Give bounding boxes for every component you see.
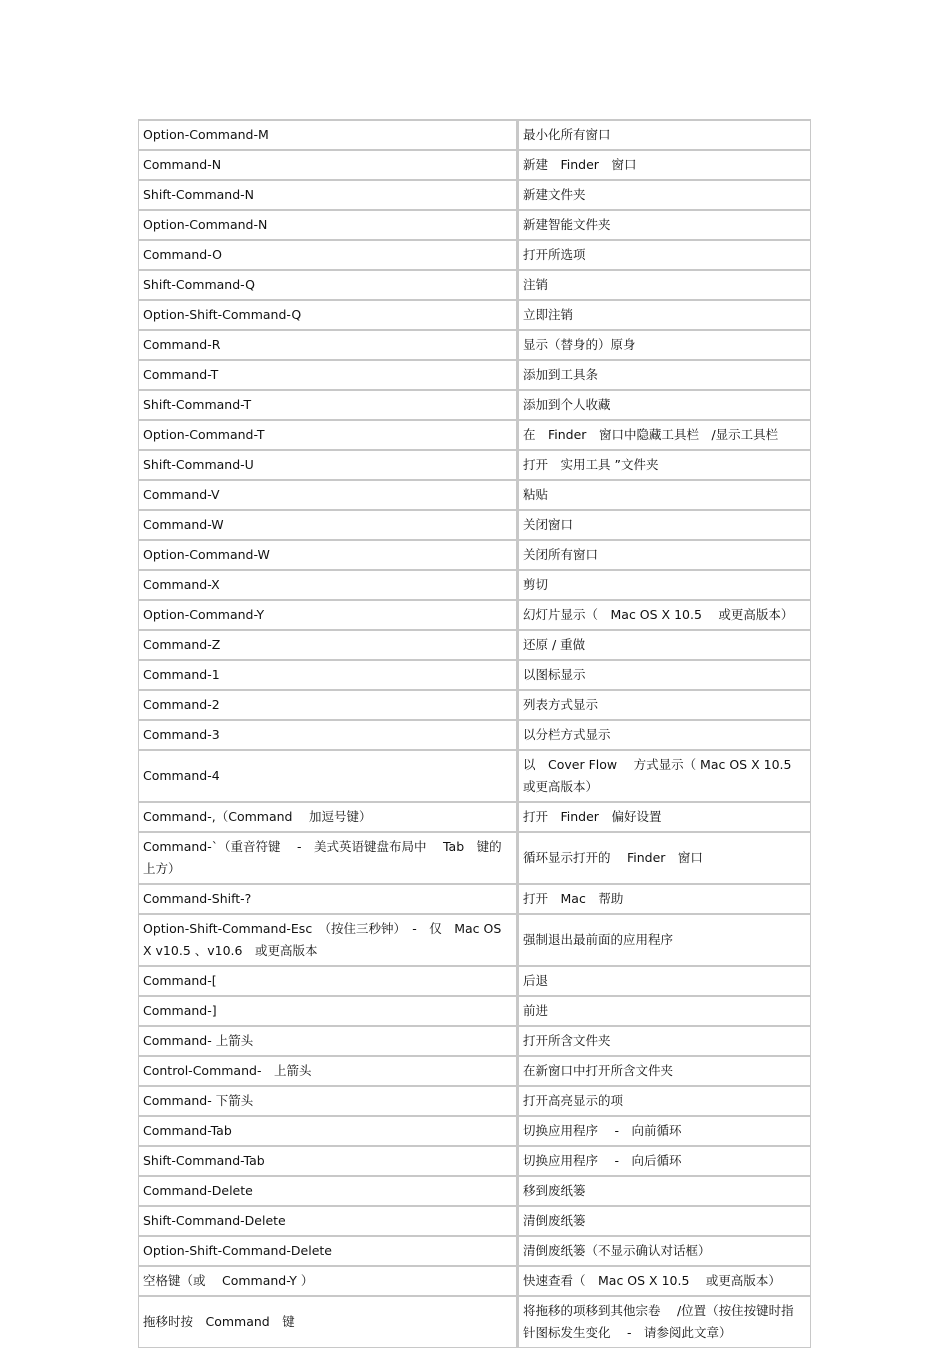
shortcut-table-body [138, 119, 811, 1348]
shortcut-key-cell: Shift-Command-U [138, 449, 518, 479]
shortcut-key-cell: Command-Delete [138, 1175, 518, 1205]
shortcut-desc-cell: 打开 Mac 帮助 [518, 883, 811, 913]
table-row [138, 239, 811, 269]
shortcut-desc-cell: 前进 [518, 995, 811, 1025]
shortcut-desc-cell: 切换应用程序 - 向后循环 [518, 1145, 811, 1175]
shortcut-key-cell: Command-Tab [138, 1115, 518, 1145]
shortcut-desc-cell: 新建文件夹 [518, 179, 811, 209]
shortcut-key-cell: Command- 下箭头 [138, 1085, 518, 1115]
shortcut-key-cell: Command-4 [138, 749, 518, 801]
table-row [138, 449, 811, 479]
shortcut-key-cell: Command-,（Command 加逗号键） [138, 801, 518, 831]
shortcut-desc-cell: 以分栏方式显示 [518, 719, 811, 749]
shortcut-desc-cell: 切换应用程序 - 向前循环 [518, 1115, 811, 1145]
shortcut-key-cell: Command-`（重音符键 - 美式英语键盘布局中 Tab 键的上方） [138, 831, 518, 883]
shortcut-key-cell: Option-Command-M [138, 119, 518, 149]
shortcut-key-cell: Command- 上箭头 [138, 1025, 518, 1055]
shortcut-desc-cell: 打开 Finder 偏好设置 [518, 801, 811, 831]
table-row [138, 329, 811, 359]
shortcut-desc-cell: 添加到个人收藏 [518, 389, 811, 419]
table-row [138, 1295, 811, 1348]
shortcut-desc-cell: 打开高亮显示的项 [518, 1085, 811, 1115]
shortcut-desc-cell: 打开 实用工具 ”文件夹 [518, 449, 811, 479]
shortcut-key-cell: Shift-Command-Q [138, 269, 518, 299]
table-row [138, 1205, 811, 1235]
shortcut-key-cell: Option-Shift-Command-Delete [138, 1235, 518, 1265]
shortcut-desc-cell: 后退 [518, 965, 811, 995]
shortcut-key-cell: Command-R [138, 329, 518, 359]
table-row [138, 1055, 811, 1085]
shortcut-key-cell: Option-Command-W [138, 539, 518, 569]
shortcut-desc-cell: 在 Finder 窗口中隐藏工具栏 /显示工具栏 [518, 419, 811, 449]
table-row [138, 509, 811, 539]
shortcut-key-cell: Command-Shift-? [138, 883, 518, 913]
shortcut-desc-cell: 新建智能文件夹 [518, 209, 811, 239]
table-row [138, 569, 811, 599]
shortcut-desc-cell: 以图标显示 [518, 659, 811, 689]
shortcut-key-cell: Command-[ [138, 965, 518, 995]
table-row [138, 599, 811, 629]
table-row [138, 689, 811, 719]
shortcut-key-cell: Command-2 [138, 689, 518, 719]
shortcut-key-cell: Command-W [138, 509, 518, 539]
shortcut-desc-cell: 列表方式显示 [518, 689, 811, 719]
shortcut-key-cell: Command-T [138, 359, 518, 389]
table-row [138, 801, 811, 831]
shortcut-desc-cell: 快速查看（ Mac OS X 10.5 或更高版本） [518, 1265, 811, 1295]
shortcut-desc-cell: 幻灯片显示（ Mac OS X 10.5 或更高版本） [518, 599, 811, 629]
shortcut-desc-cell: 立即注销 [518, 299, 811, 329]
shortcut-desc-cell: 以 Cover Flow 方式显示（ Mac OS X 10.5 或更高版本） [518, 749, 811, 801]
shortcut-key-cell: Shift-Command-Tab [138, 1145, 518, 1175]
shortcut-desc-cell: 关闭所有窗口 [518, 539, 811, 569]
shortcut-key-cell: Shift-Command-N [138, 179, 518, 209]
table-row [138, 719, 811, 749]
table-row [138, 749, 811, 801]
table-row [138, 1025, 811, 1055]
table-row [138, 269, 811, 299]
table-row [138, 359, 811, 389]
shortcut-desc-cell: 最小化所有窗口 [518, 119, 811, 149]
table-row [138, 1085, 811, 1115]
table-row [138, 179, 811, 209]
table-row [138, 913, 811, 965]
shortcut-key-cell: Command-3 [138, 719, 518, 749]
shortcut-key-cell: Command-1 [138, 659, 518, 689]
table-row [138, 965, 811, 995]
shortcut-desc-cell: 循环显示打开的 Finder 窗口 [518, 831, 811, 883]
table-row [138, 209, 811, 239]
table-row [138, 995, 811, 1025]
table-row [138, 629, 811, 659]
shortcut-desc-cell: 在新窗口中打开所含文件夹 [518, 1055, 811, 1085]
table-row [138, 119, 811, 149]
shortcut-desc-cell: 关闭窗口 [518, 509, 811, 539]
shortcut-desc-cell: 还原 / 重做 [518, 629, 811, 659]
shortcut-key-cell: Option-Shift-Command-Esc （按住三秒钟） - 仅 Mac OS X v10.5 、v10.6 或更高版本 [138, 913, 518, 965]
shortcut-key-cell: Option-Command-N [138, 209, 518, 239]
table-row [138, 149, 811, 179]
shortcut-desc-cell: 强制退出最前面的应用程序 [518, 913, 811, 965]
shortcut-key-cell: Option-Command-Y [138, 599, 518, 629]
shortcut-key-cell: Command-Z [138, 629, 518, 659]
table-row [138, 1115, 811, 1145]
table-row [138, 883, 811, 913]
shortcut-desc-cell: 粘贴 [518, 479, 811, 509]
shortcut-key-cell: Command-X [138, 569, 518, 599]
shortcut-desc-cell: 添加到工具条 [518, 359, 811, 389]
table-row [138, 479, 811, 509]
shortcut-key-cell: 空格键（或 Command-Y ） [138, 1265, 518, 1295]
shortcut-desc-cell: 打开所含文件夹 [518, 1025, 811, 1055]
table-row [138, 1265, 811, 1295]
table-row [138, 419, 811, 449]
table-row [138, 1145, 811, 1175]
shortcut-desc-cell: 新建 Finder 窗口 [518, 149, 811, 179]
shortcut-desc-cell: 移到废纸篓 [518, 1175, 811, 1205]
shortcut-key-cell: Command-V [138, 479, 518, 509]
shortcut-key-cell: Command-O [138, 239, 518, 269]
shortcut-key-cell: Shift-Command-Delete [138, 1205, 518, 1235]
shortcut-key-cell: Option-Command-T [138, 419, 518, 449]
shortcut-key-cell: Option-Shift-Command-Q [138, 299, 518, 329]
shortcut-desc-cell: 剪切 [518, 569, 811, 599]
shortcut-desc-cell: 将拖移的项移到其他宗卷 /位置（按住按键时指针图标发生变化 - 请参阅此文章） [518, 1295, 811, 1348]
shortcut-desc-cell: 清倒废纸篓 [518, 1205, 811, 1235]
shortcut-table [138, 119, 811, 1348]
shortcut-key-cell: Control-Command- 上箭头 [138, 1055, 518, 1085]
shortcut-key-cell: Shift-Command-T [138, 389, 518, 419]
table-row [138, 539, 811, 569]
shortcut-desc-cell: 清倒废纸篓（不显示确认对话框） [518, 1235, 811, 1265]
shortcut-key-cell: Command-N [138, 149, 518, 179]
table-row [138, 389, 811, 419]
shortcut-key-cell: 拖移时按 Command 键 [138, 1295, 518, 1348]
table-row [138, 831, 811, 883]
shortcut-desc-cell: 显示（替身的）原身 [518, 329, 811, 359]
shortcut-desc-cell: 注销 [518, 269, 811, 299]
table-row [138, 659, 811, 689]
shortcut-desc-cell: 打开所选项 [518, 239, 811, 269]
shortcut-key-cell: Command-] [138, 995, 518, 1025]
table-row [138, 299, 811, 329]
table-row [138, 1235, 811, 1265]
table-row [138, 1175, 811, 1205]
